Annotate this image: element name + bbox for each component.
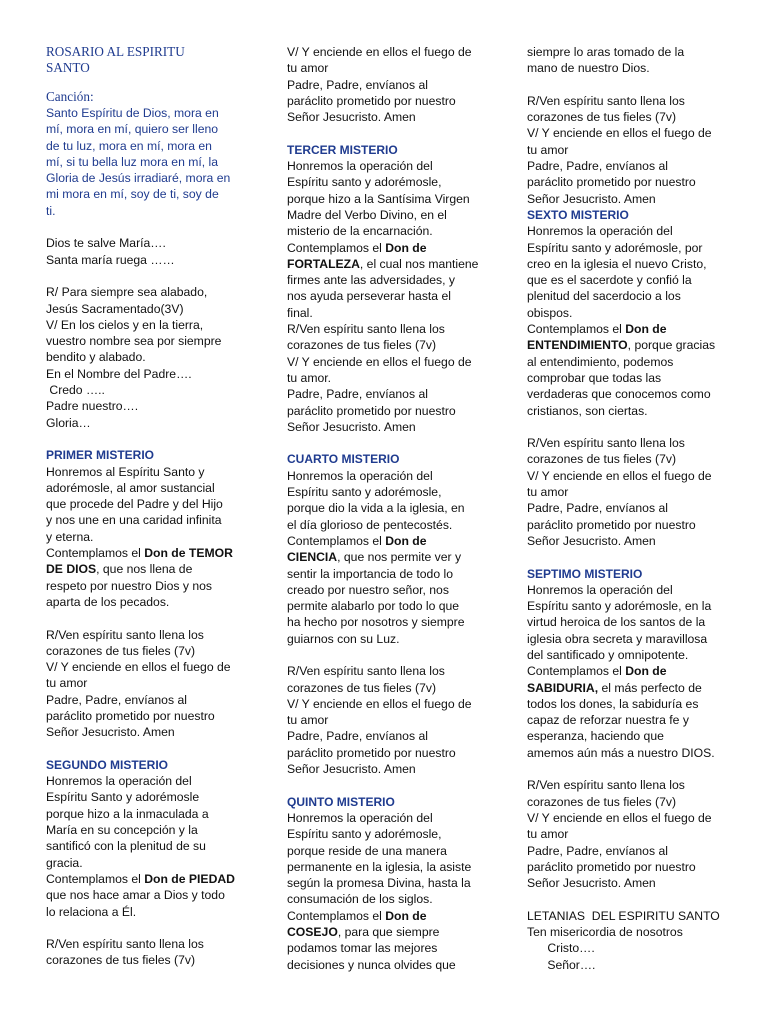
mystery-3-text: Honremos la operación del Espíritu santo y adorémosle, porque hizo a la Santísima Virgen Madre del Verbo Divino, en el misterio de la encarnación.	[287, 159, 470, 239]
refrain-v: V/ Y enciende en ellos el fuego de tu amor	[287, 696, 472, 728]
mystery-6-heading: SEXTO MISTERIO	[527, 207, 629, 222]
refrain-v: V/ Y enciende en ellos el fuego de tu amor	[527, 126, 712, 157]
column-2	[287, 44, 487, 973]
mystery-7-heading: SEPTIMO MISTERIO	[527, 566, 643, 581]
refrain-v: V/ Y enciende en ellos el fuego de tu amor	[287, 45, 472, 76]
column-3	[527, 44, 755, 973]
column-1	[46, 44, 268, 969]
refrain-padre: Padre, Padre, envíanos al paráclito prometido por nuestro Señor Jesucristo. Amen	[527, 843, 696, 891]
refrain-v: V/ Y enciende en ellos el fuego de tu amor.	[287, 354, 472, 385]
refrain-padre: Padre, Padre, envíanos al paráclito prometido por nuestro Señor Jesucristo. Amen	[527, 501, 696, 548]
refrain-padre: Padre, Padre, envíanos al paráclito prometido por nuestro Señor Jesucristo. Amen	[527, 159, 696, 206]
mystery-5-gift: Don de COSEJO	[287, 908, 427, 940]
mystery-6-text: Honremos la operación del Espíritu santo y adorémosle, por creo en la iglesia el nuevo Cristo, que es el sacerdote y confió la plenitud del sacerdocio a los obispos.	[527, 224, 707, 320]
refrain-v: V/ Y enciende en ellos el fuego de tu amor	[527, 468, 712, 500]
mystery-2-gift: Don de PIEDAD	[144, 871, 235, 886]
mystery-2-text: Honremos la operación del Espíritu Santo y adorémosle porque hizo a la inmaculada a María en su concepción y la santificó con la plenitud de su gracia.	[46, 774, 209, 870]
mystery-5-heading: QUINTO MISTERIO	[287, 794, 395, 809]
mystery-4-heading: CUARTO MISTERIO	[287, 452, 400, 467]
refrain-padre: Padre, Padre, envíanos al paráclito prometido por nuestro Señor Jesucristo. Amen	[287, 387, 456, 434]
mystery-1-heading: PRIMER MISTERIO	[46, 448, 155, 463]
mystery-7-text: Honremos la operación del Espíritu santo y adorémosle, en la virtud heroica de los santos de la iglesia obra secreta y maravillosa del santificado y omnipotente.	[527, 582, 712, 662]
letanias-heading: LETANIAS DEL ESPIRITU SANTO	[527, 908, 720, 923]
mystery-3-contemplate: Contemplamos el Don de FORTALEZA, el cual nos mantiene firmes ante las adversidades, y nos ayuda perseverar hasta el final.	[287, 240, 479, 320]
mystery-1-text: Honremos al Espíritu Santo y adorémosle, al amor sustancial que procede del Padre y del Hijo y nos une en una caridad infinita y eterna.	[46, 464, 223, 544]
refrain-v: V/ Y enciende en ellos el fuego de tu amor	[527, 810, 712, 842]
mystery-4-text: Honremos la operación del Espíritu santo y adorémosle, porque dio la vida a la iglesia, en el día glorioso de pentecostés.	[287, 468, 465, 532]
mystery-5-continuation: siempre lo aras tomado de la mano de nuestro Dios.	[527, 45, 685, 76]
mystery-4-contemplate: Contemplamos el Don de CIENCIA, que nos permite ver y sentir la importancia de todo lo creado por nuestro señor, nos permite alabarlo por todo lo que ha hecho por nosotros y siempre guiarnos con su Luz.	[287, 533, 465, 646]
document-title: ROSARIO AL ESPIRITU SANTO	[46, 44, 185, 75]
cancion-heading: Canción:	[46, 89, 94, 104]
refrain-r: R/Ven espíritu santo llena los corazones de tus fieles (7v)	[46, 627, 204, 658]
refrain-padre: Padre, Padre, envíanos al paráclito prometido por nuestro Señor Jesucristo. Amen	[287, 77, 456, 125]
mystery-3-gift: Don de FORTALEZA	[287, 240, 427, 271]
refrain-padre: Padre, Padre, envíanos al paráclito prometido por nuestro Señor Jesucristo. Amen	[287, 729, 456, 777]
refrain-r: R/Ven espíritu santo llena los corazones de tus fieles (7v)	[287, 322, 445, 353]
refrain-v: V/ Y enciende en ellos el fuego de tu amor	[46, 660, 231, 691]
mystery-7-contemplate: Contemplamos el Don de SABIDURIA, el más perfecto de todos los dones, la sabiduría es capaz de reforzar nuestra fe y esperanza, haciendo que amemos aún más a nuestro DIOS.	[527, 664, 715, 760]
mystery-1-contemplate: Contemplamos el Don de TEMOR DE DIOS, que nos llena de respeto por nuestro Dios y nos aparta de los pecados.	[46, 546, 233, 609]
mystery-6-contemplate: Contemplamos el Don de ENTENDIMIENTO, porque gracias al entendimiento, podemos comprobar que todas las verdaderas que conocemos como cristianos, son ciertas.	[527, 322, 716, 418]
refrain-r: R/Ven espíritu santo llena los corazones de tus fieles (7v)	[46, 937, 204, 968]
mystery-4-gift: Don de CIENCIA	[287, 533, 427, 565]
mystery-1-gift: Don de TEMOR DE DIOS	[46, 546, 233, 577]
mystery-6-gift: Don de ENTENDIMIENTO	[527, 322, 667, 353]
mystery-5-contemplate: Contemplamos el Don de COSEJO, para que siempre podamos tomar las mejores decisiones y nunca olvides que	[287, 908, 456, 972]
intro-response-text: R/ Para siempre sea alabado, Jesús Sacramentado(3V) V/ En los cielos y en la tierra, vuestro nombre sea por siempre bendito y alabado. En el Nombre del Padre…. Credo ….. Padre nuestro…. Gloria…	[46, 285, 222, 430]
mystery-7-gift: Don de SABIDURIA,	[527, 664, 667, 695]
dios-te-salve-text: Dios te salve María…. Santa maría ruega ……	[46, 236, 175, 267]
refrain-padre: Padre, Padre, envíanos al paráclito prometido por nuestro Señor Jesucristo. Amen	[46, 692, 215, 740]
mystery-2-contemplate: Contemplamos el Don de PIEDAD que nos hace amar a Dios y todo lo relaciona a Él.	[46, 871, 235, 919]
mystery-5-text: Honremos la operación del Espíritu santo y adorémosle, porque reside de una manera permanente en la iglesia, la asiste según la promesa Divina, hasta la consumación de los siglos.	[287, 810, 472, 907]
mystery-2-heading: SEGUNDO MISTERIO	[46, 757, 169, 772]
mystery-3-heading: TERCER MISTERIO	[287, 142, 398, 157]
refrain-r: R/Ven espíritu santo llena los corazones de tus fieles (7v)	[527, 778, 685, 809]
refrain-r: R/Ven espíritu santo llena los corazones de tus fieles (7v)	[527, 93, 685, 125]
letanias-lines: Ten misericordia de nosotros Cristo…. Señor….	[527, 925, 683, 972]
cancion-text: Santo Espíritu de Dios, mora en mí, mora en mí, quiero ser lleno de tu luz, mora en mí, mora en mí, si tu bella luz mora en mí, la Gloria de Jesús irradiaré, mora en mi mora en mí, soy de ti, soy de ti.	[46, 106, 231, 218]
refrain-r: R/Ven espíritu santo llena los corazones de tus fieles (7v)	[287, 664, 445, 695]
refrain-r: R/Ven espíritu santo llena los corazones de tus fieles (7v)	[527, 436, 685, 467]
